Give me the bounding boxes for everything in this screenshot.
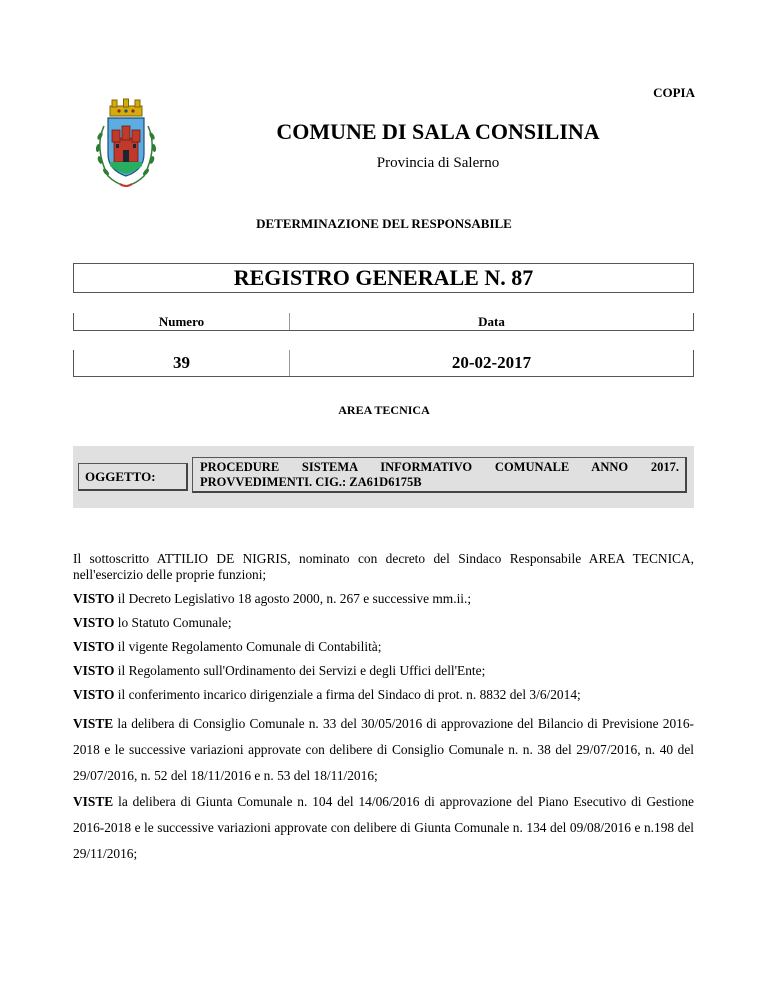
- document-type: DETERMINAZIONE DEL RESPONSABILE: [256, 216, 512, 231]
- visto-text: il vigente Regolamento Comunale di Contabilità;: [114, 639, 382, 654]
- visto-keyword: VISTO: [73, 639, 115, 654]
- viste-keyword: VISTE: [73, 716, 114, 731]
- visto-item: [73, 591, 694, 607]
- viste-text: la delibera di Giunta Comunale n. 104 del 14/06/2016 di approvazione del Piano Esecutivo di Gestione 2016-2018 e le successive variazioni approvate con delibere di Giunta Comunale n. 134 del 09/08/2016 e n.198 del 29/11/2016;: [73, 794, 694, 861]
- visto-text: il Regolamento sull'Ordinamento dei Servizi e degli Uffici dell'Ente;: [114, 663, 486, 678]
- area-title: AREA TECNICA: [338, 403, 430, 417]
- visto-keyword: VISTO: [73, 591, 115, 606]
- visto-keyword: VISTO: [73, 687, 115, 702]
- registro-generale-title: REGISTRO GENERALE N. 87: [73, 263, 694, 293]
- visto-text: il conferimento incarico dirigenziale a firma del Sindaco di prot. n. 8832 del 3/6/2014;: [114, 687, 581, 702]
- registro-value-row: [73, 350, 694, 377]
- visto-text: il Decreto Legislativo 18 agosto 2000, n. 267 e successive mm.ii.;: [114, 591, 472, 606]
- visto-keyword: VISTO: [73, 663, 115, 678]
- viste-keyword: VISTE: [73, 794, 114, 809]
- intro-paragraph: Il sottoscritto ATTILIO DE NIGRIS, nominato con decreto del Sindaco Responsabile AREA TECNICA, nell'esercizio delle proprie funzioni;: [73, 551, 694, 582]
- visto-text: lo Statuto Comunale;: [114, 615, 232, 630]
- province: Provincia di Salerno: [376, 155, 500, 171]
- viste-text: la delibera di Consiglio Comunale n. 33 del 30/05/2016 di approvazione del Bilancio di Previsione 2016-2018 e le successive variazioni approvate con delibere di Consiglio Comunale n. n. 38 del 29/07/2016, n. 40 del 29/07/2016, n. 52 del 18/11/2016 e n. 53 del 18/11/2016;: [73, 716, 694, 783]
- copy-mark: COPIA: [653, 85, 695, 100]
- document-body: [73, 551, 694, 867]
- org-name: COMUNE DI SALA CONSILINA: [276, 119, 600, 144]
- visto-item: [73, 663, 694, 679]
- viste-item: [73, 789, 694, 867]
- registro-header-row: [73, 313, 694, 331]
- numero-label: Numero: [73, 313, 290, 330]
- oggetto-text: PROCEDURE SISTEMA INFORMATIVO COMUNALE ANNO 2017. PROVVEDIMENTI. CIG.: ZA61D6175B: [192, 457, 687, 493]
- visto-keyword: VISTO: [73, 615, 115, 630]
- visto-item: [73, 687, 694, 703]
- data-value: 20-02-2017: [290, 350, 694, 376]
- viste-item: [73, 711, 694, 789]
- oggetto-label: OGGETTO:: [78, 463, 188, 491]
- visto-item: [73, 615, 694, 631]
- numero-value: 39: [73, 350, 290, 376]
- data-label: Data: [290, 313, 694, 330]
- visto-item: [73, 639, 694, 655]
